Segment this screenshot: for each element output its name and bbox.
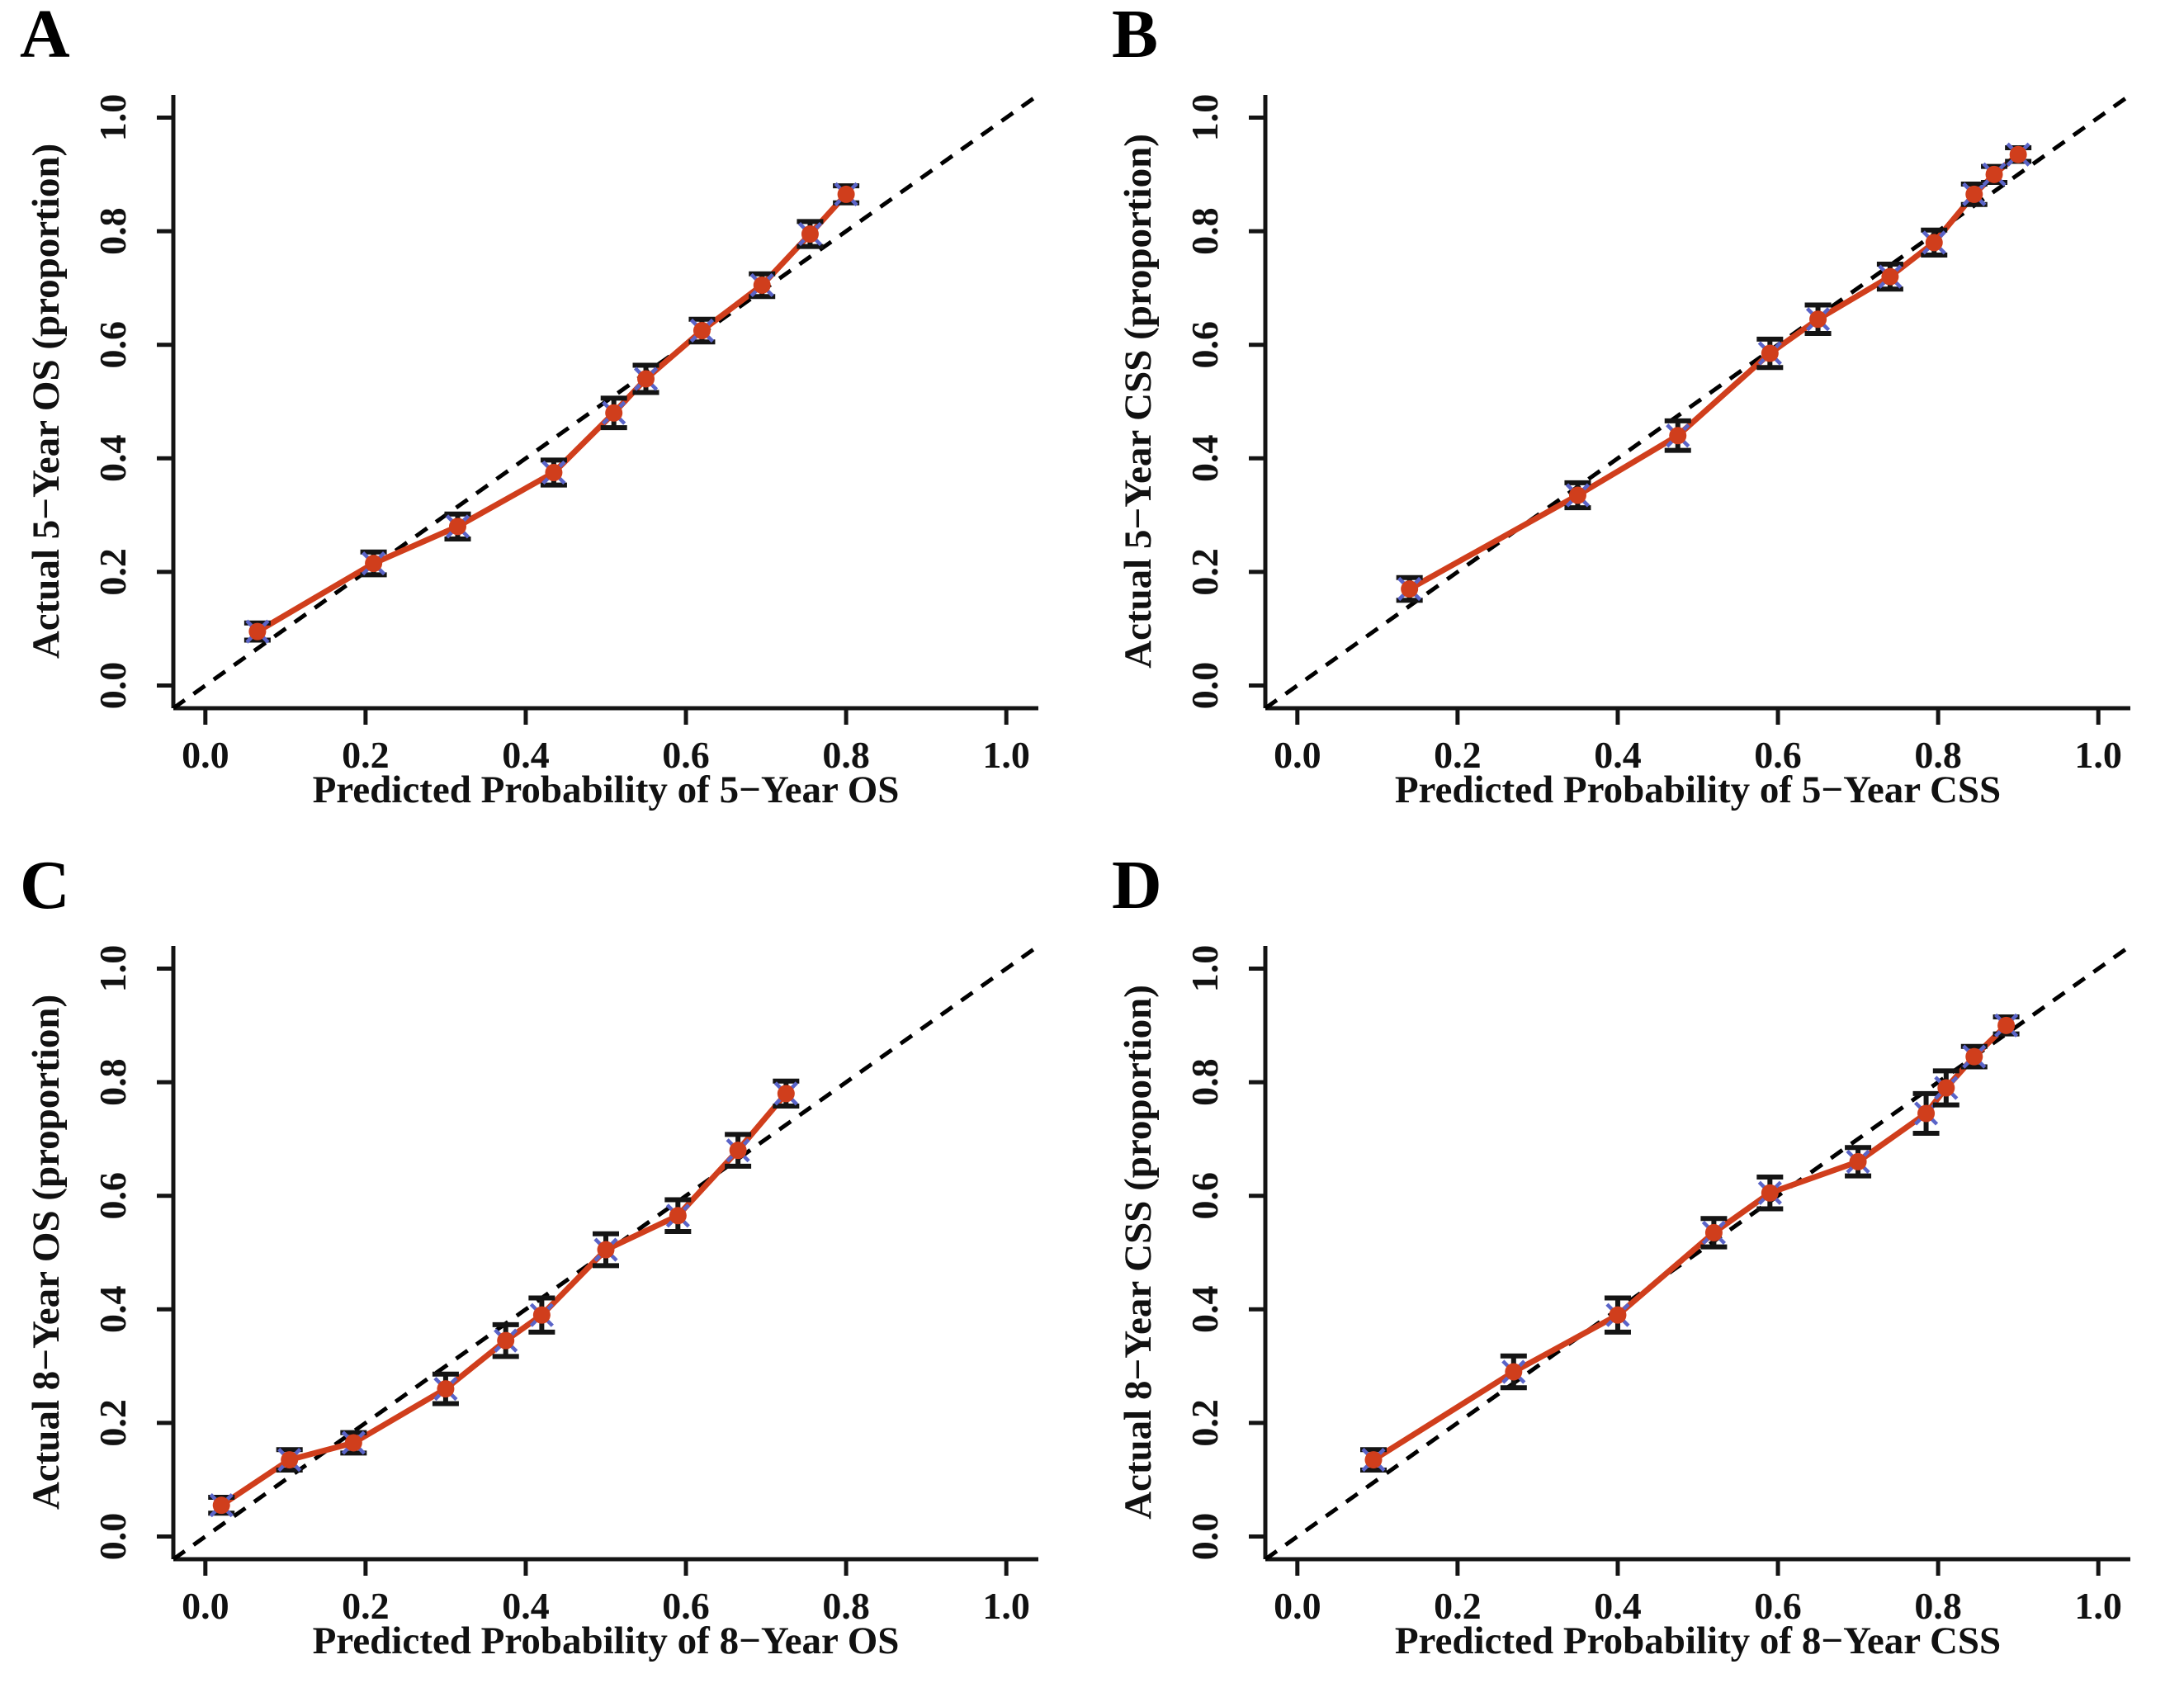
data-point-group (633, 365, 659, 392)
data-point (1926, 234, 1943, 251)
data-point (1850, 1153, 1867, 1170)
ideal-reference-line (1265, 95, 2130, 708)
data-point (213, 1496, 230, 1514)
calibration-curve (258, 194, 846, 631)
y-tick-label: 0.4 (1184, 1285, 1226, 1334)
x-tick-label: 1.0 (2074, 734, 2122, 776)
x-tick-label: 0.0 (1274, 734, 1321, 776)
y-axis-title: Actual 8−Year OS (proportion) (25, 994, 68, 1511)
data-point (1937, 1079, 1955, 1096)
data-point (1997, 1017, 2015, 1034)
x-tick-label: 0.8 (822, 734, 870, 776)
panel-letter: D (1112, 847, 1162, 924)
y-tick-label: 0.2 (92, 548, 134, 596)
data-point (1669, 427, 1686, 444)
x-tick-label: 0.6 (662, 734, 710, 776)
y-tick-label: 1.0 (92, 944, 134, 993)
data-point-group (593, 1234, 619, 1266)
data-point-group (1501, 1356, 1527, 1388)
panel-a-plot (0, 0, 1092, 851)
data-point-group (1921, 230, 1947, 255)
y-tick-label: 0.2 (92, 1399, 134, 1447)
panel-d (1092, 847, 2184, 1702)
y-tick-label: 0.6 (92, 320, 134, 369)
data-point-group (664, 1200, 691, 1232)
data-point-group (1360, 1449, 1387, 1471)
data-point-group (1845, 1147, 1871, 1175)
x-axis-title: Predicted Probability of 5−Year OS (312, 768, 900, 811)
panel-letter: C (20, 847, 70, 924)
x-tick-label: 0.2 (342, 1585, 390, 1627)
y-tick-label: 0.8 (92, 1058, 134, 1106)
y-tick-label: 0.2 (1184, 1399, 1226, 1447)
ideal-reference-line (173, 95, 1038, 708)
x-tick-label: 0.8 (1914, 1585, 1962, 1627)
y-tick-label: 1.0 (1184, 944, 1226, 993)
y-tick-label: 0.8 (1184, 1058, 1226, 1106)
x-tick-label: 1.0 (982, 734, 1030, 776)
y-tick-label: 0.6 (1184, 1171, 1226, 1220)
data-point-group (1700, 1218, 1727, 1246)
y-axis-title: Actual 5−Year OS (proportion) (25, 143, 68, 660)
data-point (365, 555, 382, 572)
data-point (1965, 1048, 1983, 1066)
x-tick-label: 0.4 (502, 1585, 550, 1627)
data-point (497, 1332, 514, 1350)
data-point (1365, 1451, 1383, 1468)
x-tick-label: 1.0 (982, 1585, 1030, 1627)
data-point (605, 404, 622, 422)
x-tick-label: 0.4 (502, 734, 550, 776)
data-point (1569, 487, 1586, 504)
y-tick-label: 0.4 (92, 434, 134, 483)
data-point-group (797, 221, 823, 246)
x-tick-label: 0.6 (1754, 1585, 1802, 1627)
panel-letter: B (1112, 0, 1159, 73)
data-point-group (1981, 163, 2007, 185)
calibration-curve (221, 1094, 786, 1506)
data-point-group (2005, 144, 2031, 165)
data-point (1881, 268, 1898, 286)
data-point (437, 1380, 454, 1397)
data-point (669, 1207, 687, 1224)
y-tick-label: 0.2 (1184, 548, 1226, 596)
data-point (730, 1142, 747, 1159)
x-tick-label: 0.6 (1754, 734, 1802, 776)
data-point (1609, 1307, 1626, 1324)
calibration-curve (1410, 154, 2018, 589)
data-point-group (433, 1374, 459, 1404)
data-point (801, 225, 819, 243)
x-tick-label: 0.4 (1594, 734, 1642, 776)
data-point (2010, 146, 2027, 163)
data-point (637, 370, 655, 387)
data-point-group (361, 552, 387, 575)
data-point (449, 518, 466, 535)
data-point-group (1397, 578, 1423, 601)
data-point (281, 1451, 298, 1468)
data-point (1917, 1104, 1935, 1122)
y-tick-label: 1.0 (92, 93, 134, 142)
data-point-group (1564, 483, 1591, 508)
data-point (1505, 1363, 1522, 1380)
ideal-reference-line (1265, 946, 2130, 1559)
data-point (248, 623, 266, 641)
x-axis-title: Predicted Probability of 8−Year CSS (1394, 1619, 2002, 1662)
x-axis-title: Predicted Probability of 5−Year CSS (1394, 768, 2002, 811)
y-tick-label: 0.0 (1184, 661, 1226, 710)
y-tick-label: 0.8 (1184, 207, 1226, 255)
data-point-group (1756, 339, 1783, 367)
x-tick-label: 0.2 (1434, 1585, 1482, 1627)
x-tick-label: 0.4 (1594, 1585, 1642, 1627)
data-point (1965, 186, 1983, 203)
data-point (1986, 166, 2003, 183)
y-axis-title: Actual 5−Year CSS (proportion) (1117, 134, 1160, 669)
calibration-curve (1373, 1025, 2007, 1459)
data-point-group (541, 460, 567, 485)
data-point (778, 1085, 795, 1102)
panel-b-plot (1092, 0, 2184, 851)
data-point-group (1877, 264, 1903, 289)
panel-c-plot (0, 847, 1092, 1702)
data-point (1809, 310, 1827, 328)
data-point-group (773, 1081, 799, 1106)
y-axis-title: Actual 8−Year CSS (proportion) (1117, 985, 1160, 1520)
data-point (754, 277, 771, 294)
data-point (345, 1434, 362, 1451)
panel-d-plot (1092, 847, 2184, 1702)
x-tick-label: 0.0 (182, 1585, 229, 1627)
y-tick-label: 0.8 (92, 207, 134, 255)
data-point-group (749, 274, 775, 297)
y-tick-label: 1.0 (1184, 93, 1226, 142)
x-tick-label: 0.8 (822, 1585, 870, 1627)
x-axis-title: Predicted Probability of 8−Year OS (312, 1619, 900, 1662)
data-point (1761, 345, 1779, 362)
x-tick-label: 0.8 (1914, 734, 1962, 776)
y-tick-label: 0.4 (92, 1285, 134, 1334)
data-point (1761, 1184, 1779, 1202)
panel-c (0, 847, 1092, 1702)
y-tick-label: 0.0 (92, 661, 134, 710)
data-point-group (208, 1495, 234, 1516)
data-point-group (1665, 421, 1691, 451)
y-tick-label: 0.6 (1184, 320, 1226, 369)
data-point (545, 464, 562, 481)
y-tick-label: 0.0 (92, 1512, 134, 1561)
data-point (598, 1241, 615, 1259)
x-tick-label: 0.6 (662, 1585, 710, 1627)
y-tick-label: 0.6 (92, 1171, 134, 1220)
data-point (838, 186, 855, 203)
data-point-group (1805, 305, 1832, 333)
data-point (1705, 1224, 1723, 1241)
panel-b (1092, 0, 2184, 851)
data-point-group (601, 398, 627, 428)
panel-letter: A (20, 0, 70, 73)
data-point-group (688, 319, 715, 343)
data-point-group (1961, 1046, 1988, 1067)
x-tick-label: 0.2 (1434, 734, 1482, 776)
data-point-group (444, 514, 470, 539)
data-point-group (493, 1325, 519, 1357)
data-point-group (244, 621, 271, 642)
data-point (1401, 580, 1418, 598)
y-tick-label: 0.0 (1184, 1512, 1226, 1561)
y-tick-label: 0.4 (1184, 434, 1226, 483)
panel-a (0, 0, 1092, 851)
data-point (693, 322, 711, 339)
x-tick-label: 0.0 (182, 734, 229, 776)
x-tick-label: 1.0 (2074, 1585, 2122, 1627)
data-point-group (833, 183, 859, 205)
x-tick-label: 0.2 (342, 734, 390, 776)
data-point (533, 1307, 551, 1324)
data-point-group (1961, 183, 1988, 205)
x-tick-label: 0.0 (1274, 1585, 1321, 1627)
